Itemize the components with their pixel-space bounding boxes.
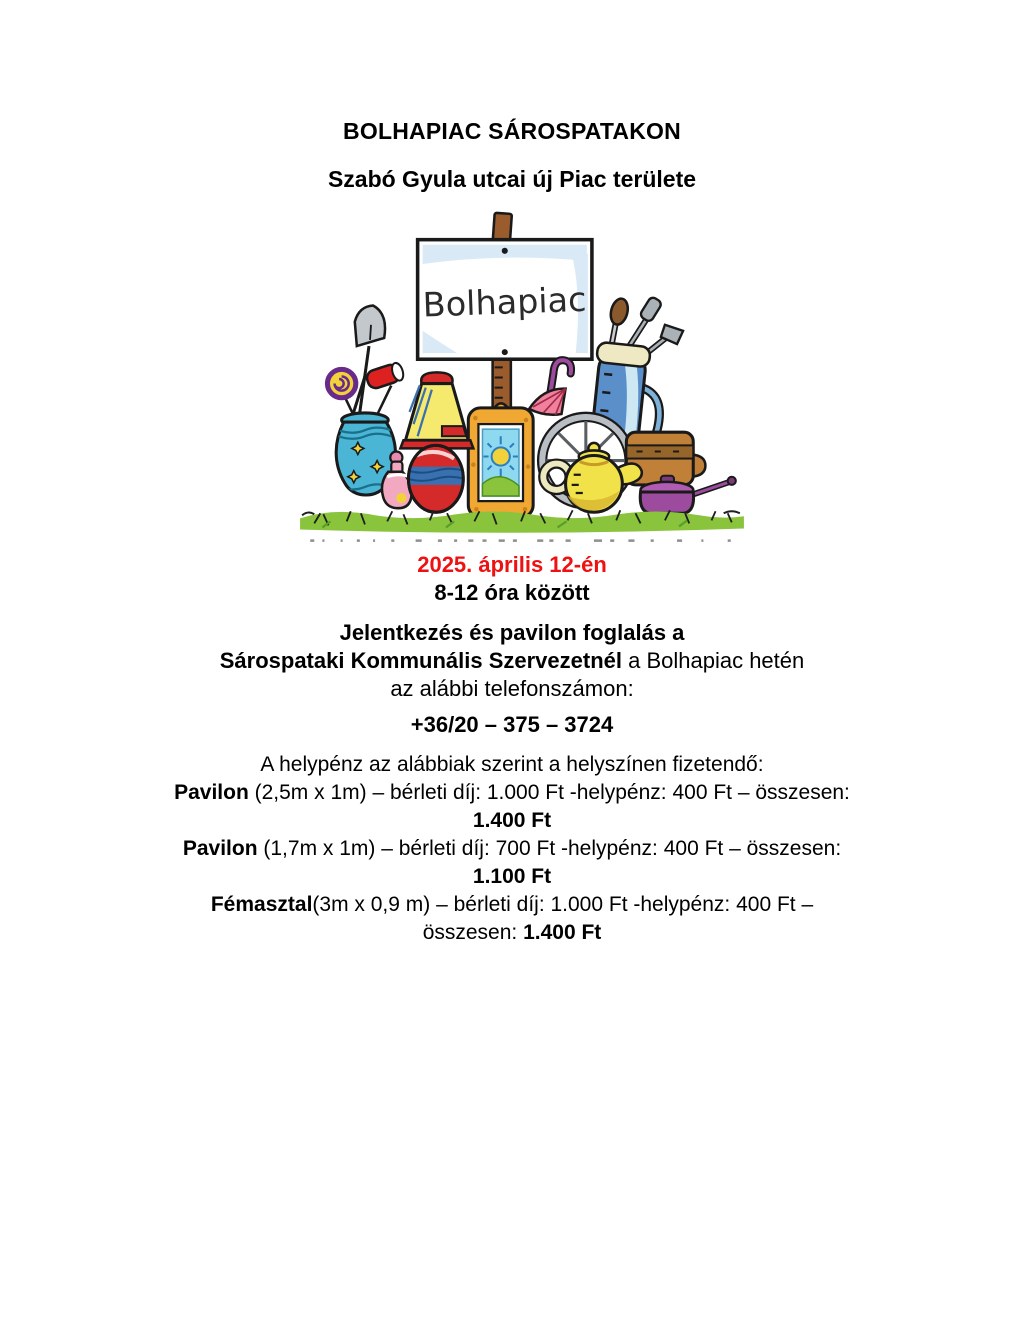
registration-line3: az alábbi telefonszámon: xyxy=(390,676,634,701)
lamp-icon xyxy=(400,372,473,512)
pricing-item-details: (1,7m x 1m) – bérleti díj: 700 Ft -helypénz: 400 Ft – összesen: xyxy=(257,837,842,860)
bolhapiac-sign xyxy=(418,240,592,360)
registration-line2-rest: a Bolhapiac hetén xyxy=(622,648,805,673)
event-date: 2025. április 12-én xyxy=(417,552,607,577)
page-subtitle: Szabó Gyula utcai új Piac területe xyxy=(327,166,697,192)
pricing-item-total-prefix: összesen: xyxy=(422,921,524,944)
pricing-paragraph xyxy=(0,751,1024,947)
grass-icon xyxy=(300,510,744,533)
pricing-item-name: Pavilon xyxy=(174,781,249,804)
pricing-item-total: 1.400 Ft xyxy=(523,921,602,944)
picture-frame-icon xyxy=(468,403,533,517)
pricing-item-total: 1.100 Ft xyxy=(472,865,552,888)
registration-organization: Sárospataki Kommunális Szervezetnél xyxy=(219,648,622,673)
sign-label: Bolhapiac xyxy=(422,279,588,325)
pricing-intro: A helypénz az alábbiak szerint a helyszínen fizetendő: xyxy=(260,753,764,776)
page-title: BOLHAPIAC SÁROSPATAKON xyxy=(343,118,681,144)
umbrella-icon xyxy=(529,360,571,415)
pricing-item-details: (3m x 0,9 m) – bérleti díj: 1.000 Ft -helypénz: 400 Ft – xyxy=(312,893,814,916)
phone-number: +36/20 – 375 – 3724 xyxy=(410,712,614,737)
pricing-item-name: Fémasztal xyxy=(210,893,313,916)
flea-market-illustration xyxy=(294,211,750,547)
pricing-item-details: (2,5m x 1m) – bérleti díj: 1.000 Ft -helypénz: 400 Ft – összesen: xyxy=(248,781,850,804)
registration-line1: Jelentkezés és pavilon foglalás a xyxy=(339,620,685,645)
pricing-item-name: Pavilon xyxy=(182,837,258,860)
event-time: 8-12 óra között xyxy=(434,580,590,605)
pricing-item-total: 1.400 Ft xyxy=(472,809,552,832)
registration-paragraph xyxy=(0,619,1024,703)
